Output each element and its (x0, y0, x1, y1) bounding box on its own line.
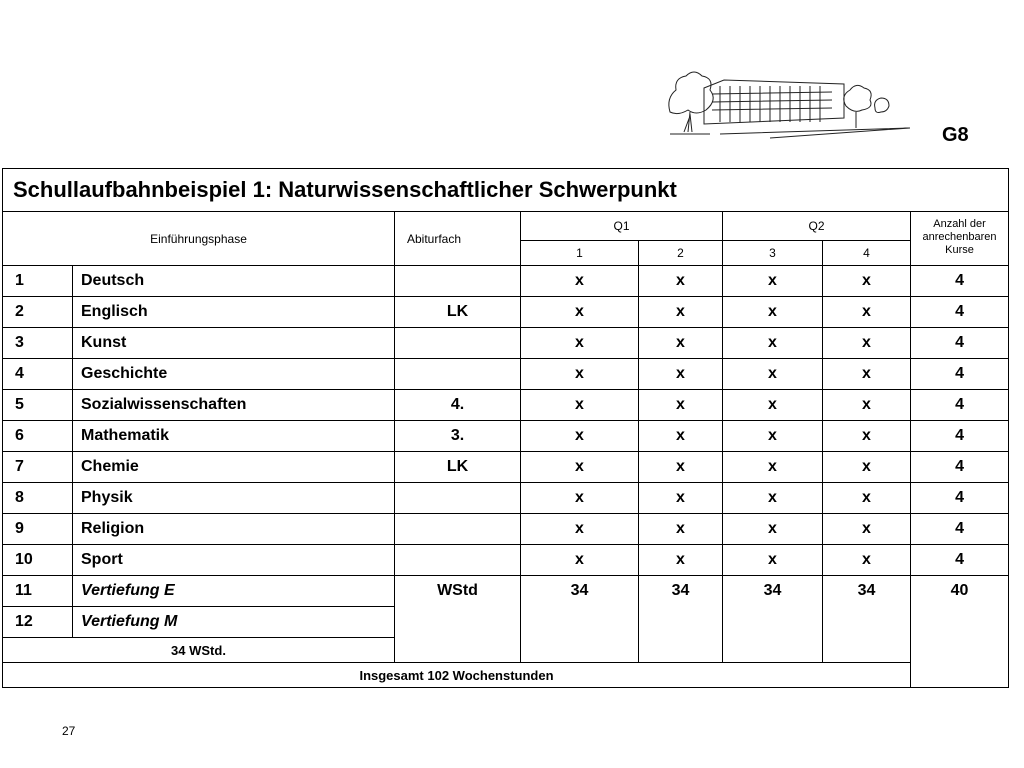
course-count: 4 (911, 359, 1009, 390)
wstd-value: 34 (521, 576, 639, 663)
row-number: 10 (3, 545, 73, 576)
subject-name: Physik (73, 483, 395, 514)
abiturfach-value: LK (395, 297, 521, 328)
header-q2: Q2 (723, 212, 911, 241)
header-q1: Q1 (521, 212, 723, 241)
abiturfach-value (395, 266, 521, 297)
table-title: Schullaufbahnbeispiel 1: Naturwissenschaftlicher Schwerpunkt (3, 169, 1009, 212)
mark-cell: x (639, 545, 723, 576)
mark-cell: x (723, 483, 823, 514)
row-number: 8 (3, 483, 73, 514)
mark-cell: x (723, 421, 823, 452)
mark-cell: x (639, 359, 723, 390)
course-count-total: 40 (911, 576, 1009, 688)
table-row (3, 421, 1009, 452)
mark-cell: x (823, 483, 911, 514)
header-sub-3: 3 (723, 241, 823, 266)
header-sub-4: 4 (823, 241, 911, 266)
mark-cell: x (639, 297, 723, 328)
subject-name: Sport (73, 545, 395, 576)
row-number: 5 (3, 390, 73, 421)
page-number: 27 (62, 724, 76, 738)
header-anzahl-kurse: Anzahl der anrechenbaren Kurse (911, 212, 1009, 266)
table-row (3, 359, 1009, 390)
table-row-vertiefung-e (3, 576, 1009, 607)
wstd-value: 34 (823, 576, 911, 663)
table-row (3, 328, 1009, 359)
mark-cell: x (723, 390, 823, 421)
course-count: 4 (911, 514, 1009, 545)
mark-cell: x (723, 359, 823, 390)
mark-cell: x (823, 266, 911, 297)
mark-cell: x (723, 328, 823, 359)
row-number: 1 (3, 266, 73, 297)
course-plan-table (2, 168, 1009, 688)
subject-name: Geschichte (73, 359, 395, 390)
mark-cell: x (521, 545, 639, 576)
subject-name: Sozialwissenschaften (73, 390, 395, 421)
mark-cell: x (639, 452, 723, 483)
row-number: 7 (3, 452, 73, 483)
subject-name: Chemie (73, 452, 395, 483)
mark-cell: x (723, 545, 823, 576)
abiturfach-value: 3. (395, 421, 521, 452)
mark-cell: x (521, 390, 639, 421)
mark-cell: x (521, 266, 639, 297)
mark-cell: x (723, 266, 823, 297)
row-number: 9 (3, 514, 73, 545)
course-count: 4 (911, 452, 1009, 483)
abiturfach-value (395, 359, 521, 390)
subject-name: Englisch (73, 297, 395, 328)
header-sub-1: 1 (521, 241, 639, 266)
table-row (3, 390, 1009, 421)
mark-cell: x (521, 483, 639, 514)
mark-cell: x (723, 514, 823, 545)
row-number: 3 (3, 328, 73, 359)
mark-cell: x (521, 359, 639, 390)
mark-cell: x (521, 297, 639, 328)
abiturfach-wstd: WStd (395, 576, 521, 663)
mark-cell: x (823, 452, 911, 483)
subject-name: Deutsch (73, 266, 395, 297)
course-count: 4 (911, 421, 1009, 452)
table-row (3, 297, 1009, 328)
header-abiturfach: Abiturfach (395, 212, 521, 266)
subject-name: Vertiefung E (73, 576, 395, 607)
mark-cell: x (639, 514, 723, 545)
course-count: 4 (911, 266, 1009, 297)
mark-cell: x (823, 359, 911, 390)
mark-cell: x (639, 421, 723, 452)
school-building-logo (660, 52, 910, 140)
mark-cell: x (521, 328, 639, 359)
mark-cell: x (723, 297, 823, 328)
header-einfuehrungsphase: Einführungsphase (3, 212, 395, 266)
subject-name: Religion (73, 514, 395, 545)
row-number: 2 (3, 297, 73, 328)
mark-cell: x (823, 514, 911, 545)
mark-cell: x (521, 421, 639, 452)
mark-cell: x (823, 545, 911, 576)
mark-cell: x (823, 421, 911, 452)
mark-cell: x (639, 483, 723, 514)
course-count: 4 (911, 390, 1009, 421)
header-sub-2: 2 (639, 241, 723, 266)
table-row (3, 545, 1009, 576)
mark-cell: x (823, 297, 911, 328)
subject-name: Mathematik (73, 421, 395, 452)
row-number: 4 (3, 359, 73, 390)
abiturfach-value (395, 514, 521, 545)
course-count: 4 (911, 483, 1009, 514)
table-row (3, 266, 1009, 297)
abiturfach-value: 4. (395, 390, 521, 421)
table-row (3, 483, 1009, 514)
wstd-value: 34 (639, 576, 723, 663)
wstd-value: 34 (723, 576, 823, 663)
course-count: 4 (911, 297, 1009, 328)
course-count: 4 (911, 545, 1009, 576)
mark-cell: x (639, 266, 723, 297)
total-hours: Insgesamt 102 Wochenstunden (3, 663, 911, 688)
mark-cell: x (823, 390, 911, 421)
mark-cell: x (639, 390, 723, 421)
abiturfach-value: LK (395, 452, 521, 483)
abiturfach-value (395, 328, 521, 359)
table-row (3, 452, 1009, 483)
mark-cell: x (823, 328, 911, 359)
row-number: 11 (3, 576, 73, 607)
mark-cell: x (639, 328, 723, 359)
wstd-note: 34 WStd. (3, 638, 395, 663)
row-number: 6 (3, 421, 73, 452)
subject-name: Kunst (73, 328, 395, 359)
row-number: 12 (3, 607, 73, 638)
mark-cell: x (521, 514, 639, 545)
abiturfach-value (395, 545, 521, 576)
subject-name: Vertiefung M (73, 607, 395, 638)
table-row (3, 514, 1009, 545)
mark-cell: x (723, 452, 823, 483)
abiturfach-value (395, 483, 521, 514)
mark-cell: x (521, 452, 639, 483)
course-count: 4 (911, 328, 1009, 359)
g8-badge: G8 (942, 124, 969, 146)
